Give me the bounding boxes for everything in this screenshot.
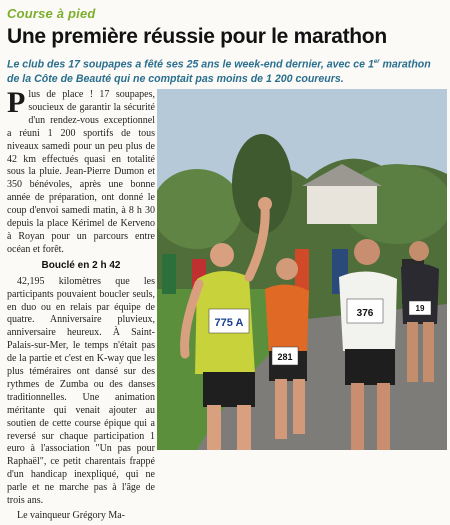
bib-19-number: 19 [415, 304, 425, 313]
runner-leg [423, 322, 434, 382]
runner-leg [293, 379, 305, 434]
runner-head [354, 239, 380, 265]
runner-leg [377, 383, 390, 450]
runner-head [276, 258, 298, 280]
section-kicker: Course à pied [7, 6, 96, 21]
race-photo-illustration [157, 89, 447, 450]
lead-text-part2: marathon de la Côte de Beauté qui ne comptait pas moins de 1 200 coureurs. [7, 58, 431, 85]
bib-376-number: 376 [356, 308, 374, 319]
drop-cap: P [7, 86, 26, 119]
runner-hand [258, 197, 272, 211]
runner-leg [275, 379, 287, 439]
lead-text-part1: Le club des 17 soupapes a fêté ses 25 ans le week-end dernier, avec ce 1 [7, 58, 374, 71]
house [307, 184, 377, 224]
article-headline: Une première réussie pour le marathon [7, 25, 387, 48]
runner-shorts [203, 372, 255, 407]
article-body-column [7, 86, 155, 525]
bib-775a-number: 775 A [214, 317, 244, 329]
paragraph-intro [7, 86, 155, 257]
article-lead [7, 55, 444, 86]
bg-runner [162, 254, 176, 294]
paragraph-intro-text: lus de place ! 17 soupapes, soucieux de garantir la sécurité d'un rendez-vous exceptionnel a réuni 1 200 sportifs de tous niveaux samedi pour un peu plus de 42 km effectués quasi en totalité sous la pluie. Jean-Pierre Dumon et 350 bénévoles, après une bonne année de préparation, ont donné le coup d'envoi samedi matin, à 8 h 30 depuis la place Kérimel de Kerveno à Royan pour un parcours entre océan et forêt. [7, 89, 155, 255]
article-subhead: Bouclé en 2 h 42 [41, 259, 121, 271]
runner-leg [351, 383, 364, 450]
runner-head [210, 243, 234, 267]
runner-shirt [265, 284, 309, 354]
runner-leg [207, 405, 221, 450]
lead-superscript: er [373, 59, 380, 65]
bib-281-number: 281 [277, 352, 293, 362]
paragraph-details: 42,195 kilomètres que les participants pouvaient boucler seuls, en duo ou en relais par équipe de quatre. Anniversaire pluvieux, anniversaire heureux. À Saint-Palais-sur-Mer, le temps n'était pas de la partie et c'est en K-way que les plus téméraires ont dansé sur des rythmes de Zumba ou des danses traditionnelles. Une animation méritante qui venait ajouter au soutien de cette course épique qui a reversé sur chaque participation 1 euro à l'association "Un pas pour Raphaël", ce petit charentais frappé d'un handicap inexpliqué, qui ne parle et ne marche pas à l'âge de trois ans. [7, 275, 155, 507]
runner-head [409, 241, 429, 261]
paragraph-winner: Le vainqueur Grégory Ma- [17, 510, 126, 521]
race-photo [157, 89, 447, 450]
runner-shorts [345, 349, 395, 385]
runner-leg [407, 322, 418, 382]
runner-leg [237, 405, 251, 450]
